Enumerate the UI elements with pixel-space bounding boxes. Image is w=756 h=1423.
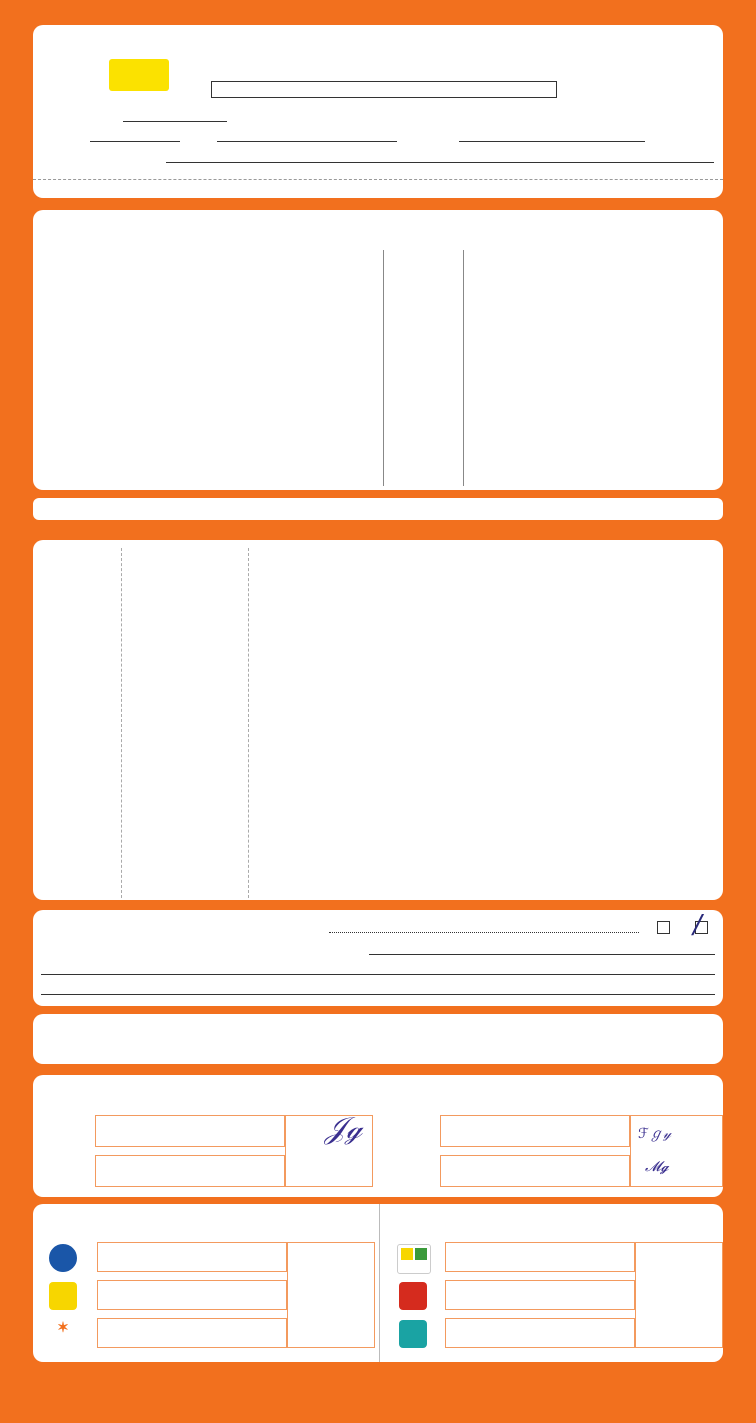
timing-marks: [746, 0, 756, 1423]
side-instruction: [7, 403, 33, 943]
barcode: [575, 73, 717, 97]
prd-logo-rep: [49, 1282, 77, 1310]
esc2-firma: 𝓜𝓰: [645, 1159, 669, 1175]
fundamento-panel: [33, 1014, 723, 1064]
pt-logo-rep: [399, 1282, 427, 1310]
mesa-panel: [33, 1075, 723, 1197]
constancia-panel: [33, 210, 723, 490]
presidente-firma: 𝒥ℊ: [325, 1111, 363, 1146]
representantes-panel: [33, 1204, 723, 1362]
urna-panel: [33, 498, 723, 520]
secretario-firma: ℱℊ𝓎: [638, 1126, 672, 1142]
alianza-logo-rep: [399, 1320, 427, 1348]
cee-logo: [109, 59, 169, 91]
subtitle-box: [211, 81, 557, 98]
resultados-panel: [33, 540, 723, 900]
no-mark: /: [693, 910, 702, 940]
incidentes-panel: [33, 910, 723, 1006]
pan-logo-rep: [49, 1244, 77, 1272]
header-panel: [33, 25, 723, 198]
compromiso-logo-rep: [397, 1244, 431, 1274]
si-checkbox[interactable]: [657, 921, 670, 934]
mc-logo-rep: ✶: [57, 1319, 69, 1335]
